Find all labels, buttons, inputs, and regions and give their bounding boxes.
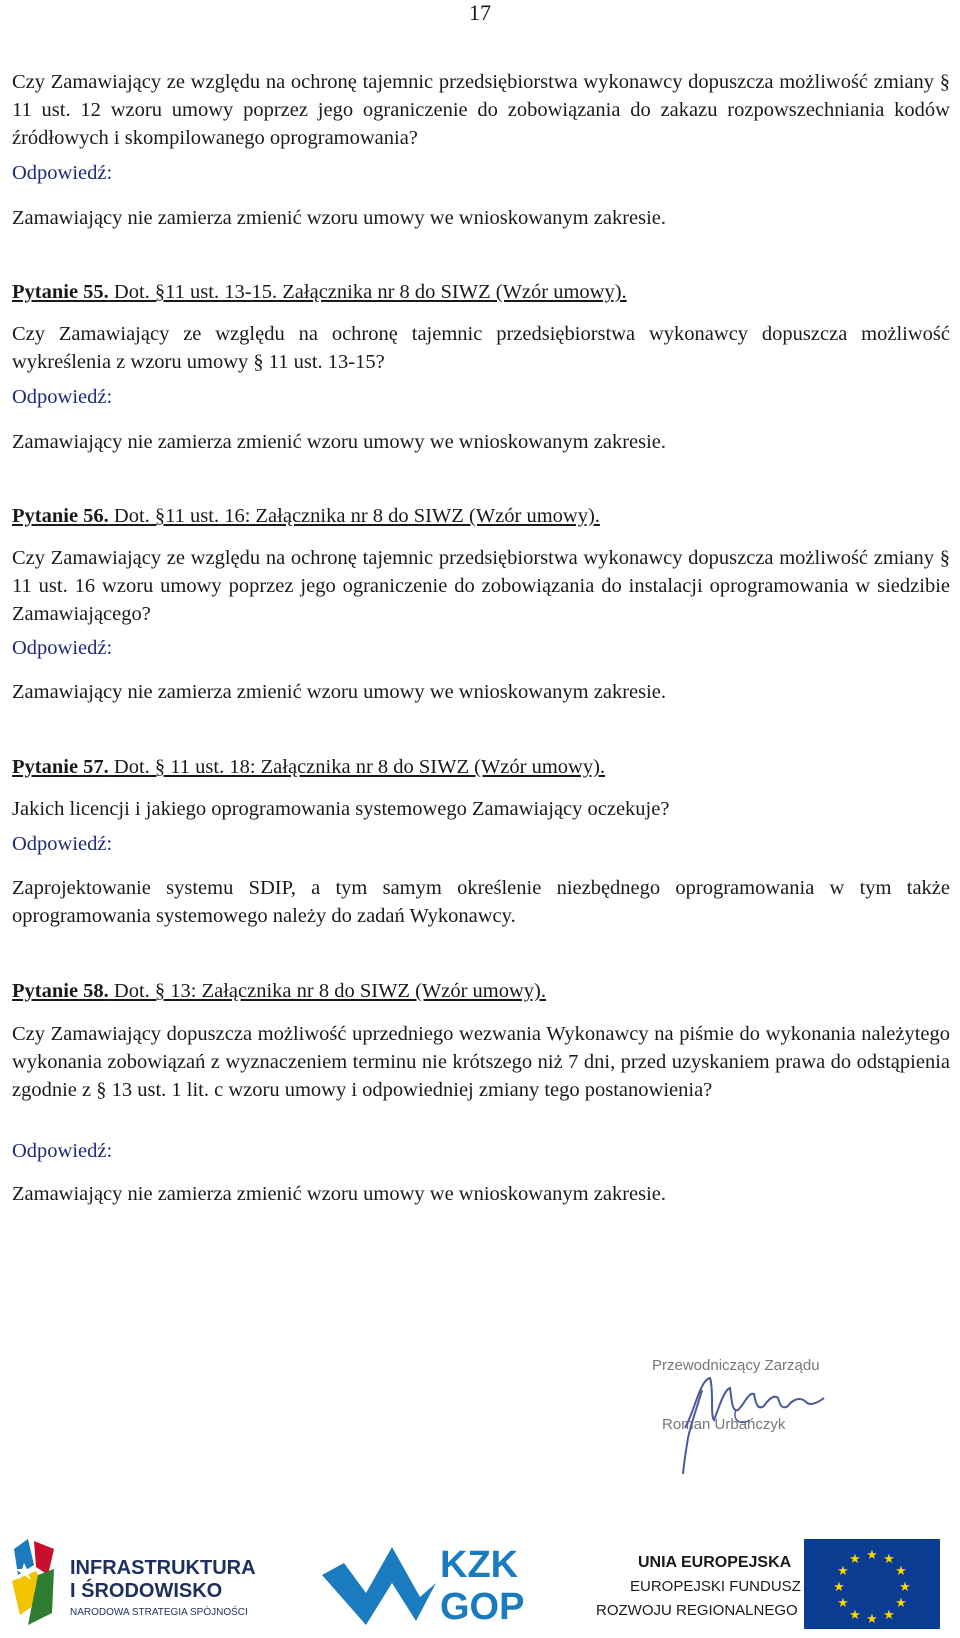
- question-number: Pytanie 55.: [12, 281, 109, 303]
- stamp-title: Przewodniczący Zarządu: [652, 1357, 820, 1374]
- stamp-name: Roman Urbańczyk: [662, 1416, 786, 1433]
- question-reference: Dot. §11 ust. 16: Załącznika nr 8 do SIWZ (Wzór umowy).: [108, 505, 600, 527]
- question-number: Pytanie 58.: [12, 980, 109, 1002]
- answer-label: Odpowiedź:: [12, 833, 113, 855]
- logo-infrastruktura: [8, 1535, 258, 1633]
- star-icon: ★: [866, 1612, 878, 1627]
- question-text: Czy Zamawiający ze względu na ochronę tajemnic przedsiębiorstwa wykonawcy dopuszcza możliwość wykreślenia z wzoru umowy § 11 ust. 13-15?: [12, 323, 950, 373]
- logo-kzk-gop: [318, 1535, 538, 1633]
- logo-text: ROZWOJU REGIONALNEGO: [596, 1602, 798, 1619]
- question-heading: [12, 980, 546, 1003]
- logo-ue-graphic: [592, 1535, 952, 1633]
- star-icon: ★: [837, 1564, 849, 1579]
- star-icon: ★: [849, 1552, 861, 1567]
- question-text: Jakich licencji i jakiego oprogramowania systemowego Zamawiający oczekuje?: [12, 798, 670, 820]
- star-icon: ★: [895, 1564, 907, 1579]
- answer-label: Odpowiedź:: [12, 162, 113, 184]
- question-heading: [12, 756, 605, 779]
- answer-label: Odpowiedź:: [12, 1140, 113, 1162]
- star-icon: ★: [883, 1608, 895, 1623]
- question-reference: Dot. § 11 ust. 18: Załącznika nr 8 do SIWZ (Wzór umowy).: [108, 756, 606, 778]
- logo-text: EUROPEJSKI FUNDUSZ: [630, 1578, 801, 1595]
- answer-text: Zamawiający nie zamierza zmienić wzoru umowy we wnioskowanym zakresie.: [12, 431, 667, 453]
- logo-shape: [322, 1547, 436, 1625]
- answer-text: Zamawiający nie zamierza zmienić wzoru umowy we wnioskowanym zakresie.: [12, 207, 667, 229]
- answer-text: Zaprojektowanie systemu SDIP, a tym samym określenie niezbędnego oprogramowania w tym także oprogramowania systemowego należy do zadań Wykonawcy.: [12, 877, 950, 927]
- answer-label: Odpowiedź:: [12, 386, 113, 408]
- star-icon: ★: [866, 1548, 878, 1563]
- question-heading: [12, 505, 600, 528]
- question-heading: [12, 281, 627, 304]
- signature-graphic: [640, 1350, 870, 1480]
- logo-text: UNIA EUROPEJSKA: [638, 1554, 792, 1571]
- intro-question: Czy Zamawiający ze względu na ochronę tajemnic przedsiębiorstwa wykonawcy dopuszcza możliwość zmiany § 11 ust. 12 wzoru umowy poprzez jego ograniczenie do zobowiązania do zakazu rozpowszechniania kodów źródłowych i skompilowanego oprogramowania?: [12, 71, 950, 149]
- star-icon: ★: [837, 1596, 849, 1611]
- answer-text: Zamawiający nie zamierza zmienić wzoru umowy we wnioskowanym zakresie.: [12, 1183, 667, 1205]
- answer-label: Odpowiedź:: [12, 637, 113, 659]
- logo-text: INFRASTRUKTURA: [70, 1557, 256, 1579]
- star-icon: ★: [899, 1580, 911, 1595]
- question-reference: Dot. § 13: Załącznika nr 8 do SIWZ (Wzór umowy).: [108, 980, 547, 1002]
- logo-kzk-gop-graphic: [318, 1535, 538, 1633]
- logo-text: KZK: [440, 1544, 519, 1586]
- question-text: Czy Zamawiający ze względu na ochronę tajemnic przedsiębiorstwa wykonawcy dopuszcza możliwość zmiany § 11 ust. 16 wzoru umowy poprzez jego ograniczenie do zobowiązania do instalacji oprogramowania w siedzibie Zamawiającego?: [12, 547, 950, 625]
- star-icon: ★: [849, 1608, 861, 1623]
- footer-logos: [0, 1535, 960, 1633]
- logo-shape: [34, 1541, 54, 1575]
- star-icon: ★: [895, 1596, 907, 1611]
- page-number: 17: [469, 0, 491, 25]
- answer-text: Zamawiający nie zamierza zmienić wzoru umowy we wnioskowanym zakresie.: [12, 681, 667, 703]
- signature-stamp: [640, 1350, 870, 1480]
- question-number: Pytanie 57.: [12, 756, 109, 778]
- star-icon: ★: [833, 1580, 845, 1595]
- question-reference: Dot. §11 ust. 13-15. Załącznika nr 8 do SIWZ (Wzór umowy).: [108, 281, 627, 303]
- logo-infrastruktura-graphic: [8, 1535, 258, 1633]
- logo-text: GOP: [440, 1586, 525, 1628]
- star-icon: ★: [883, 1552, 895, 1567]
- question-text: Czy Zamawiający dopuszcza możliwość uprzedniego wezwania Wykonawcy na piśmie do wykonania należytego wykonania zobowiązań z wyznaczeniem terminu nie krótszego niż 7 dni, przed uzyskaniem prawa do odstąpienia zgodnie z § 13 ust. 1 lit. c wzoru umowy i odpowiedniej zmiany tego postanowienia?: [12, 1023, 950, 1101]
- logo-text: I ŚRODOWISKO: [70, 1580, 223, 1602]
- logo-text: NARODOWA STRATEGIA SPÓJNOŚCI: [70, 1607, 248, 1618]
- logo-unia-europejska: [592, 1535, 952, 1633]
- question-number: Pytanie 56.: [12, 505, 109, 527]
